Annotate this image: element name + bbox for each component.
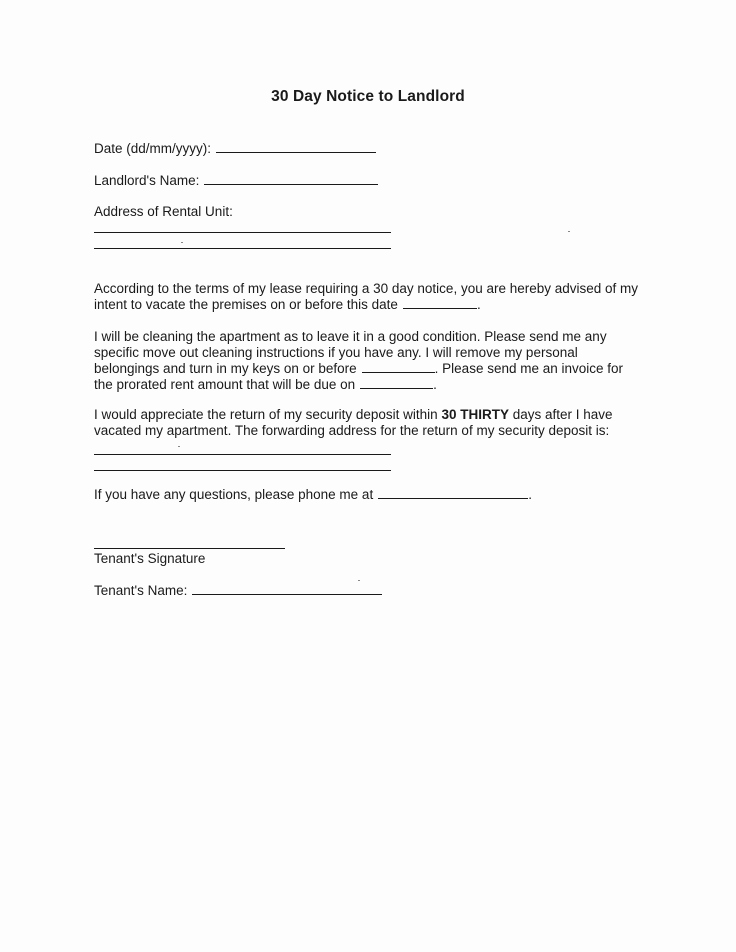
deposit-line-2: vacated my apartment. The forwarding address for the return of my security deposit is:: [94, 423, 610, 438]
date-blank[interactable]: [216, 141, 376, 153]
scan-speck: [568, 231, 570, 232]
landlord-name-field: [94, 173, 378, 189]
tenant-name-blank[interactable]: [192, 583, 382, 595]
forwarding-address-blank-1[interactable]: [94, 454, 391, 455]
landlord-name-label: Landlord's Name:: [94, 173, 200, 188]
notice-paragraph: [94, 281, 654, 313]
address-label: Address of Rental Unit:: [94, 204, 233, 219]
notice-line-2-end: .: [476, 297, 481, 312]
rent-due-date-blank[interactable]: [360, 377, 433, 389]
address-blank-line-1[interactable]: [94, 232, 391, 233]
cleaning-line-4-end: .: [433, 377, 437, 392]
landlord-name-blank[interactable]: [204, 173, 378, 185]
cleaning-line-1: I will be cleaning the apartment as to leave it in a good condition. Please send me any: [94, 329, 607, 344]
deposit-days-bold: 30 THIRTY: [441, 407, 509, 422]
tenant-name-label: Tenant's Name:: [94, 583, 188, 598]
phone-paragraph: [94, 487, 532, 503]
phone-blank[interactable]: [378, 487, 528, 499]
signature-line[interactable]: [94, 548, 285, 549]
cleaning-line-3-end: . Please send me an invoice for: [434, 361, 624, 376]
notice-line-2: [94, 297, 654, 313]
date-field: [94, 141, 376, 157]
notice-line-1: According to the terms of my lease requiring a 30 day notice, you are hereby advised of my: [94, 281, 639, 296]
keys-date-blank[interactable]: [362, 361, 435, 373]
deposit-line-1: [94, 407, 654, 423]
deposit-line-1-end: days after I have: [512, 407, 613, 422]
tenant-name-field: [94, 583, 382, 599]
cleaning-paragraph: [94, 329, 654, 393]
phone-end: .: [528, 487, 532, 502]
scan-speck: [358, 580, 360, 581]
forwarding-address-blank-2[interactable]: [94, 470, 391, 471]
scan-speck: [181, 242, 183, 243]
deposit-line-1-text: I would appreciate the return of my security deposit within: [94, 407, 438, 422]
cleaning-line-3: [94, 361, 654, 377]
cleaning-line-4-text: the prorated rent amount that will be due on: [94, 377, 356, 392]
document-title: 30 Day Notice to Landlord: [271, 88, 465, 105]
deposit-paragraph: [94, 407, 654, 439]
vacate-date-blank[interactable]: [403, 297, 477, 309]
cleaning-line-4: [94, 377, 654, 393]
date-label: Date (dd/mm/yyyy):: [94, 141, 212, 156]
cleaning-line-2: specific move out cleaning instructions if you have any. I will remove my personal: [94, 345, 578, 360]
cleaning-line-3-text: belongings and turn in my keys on or before: [94, 361, 357, 376]
notice-line-2-text: intent to vacate the premises on or before this date: [94, 297, 398, 312]
scan-speck: [178, 446, 180, 447]
signature-label: Tenant's Signature: [94, 551, 206, 566]
phone-text: If you have any questions, please phone me at: [94, 487, 374, 502]
address-blank-line-2[interactable]: [94, 248, 391, 249]
address-field: [94, 204, 233, 220]
